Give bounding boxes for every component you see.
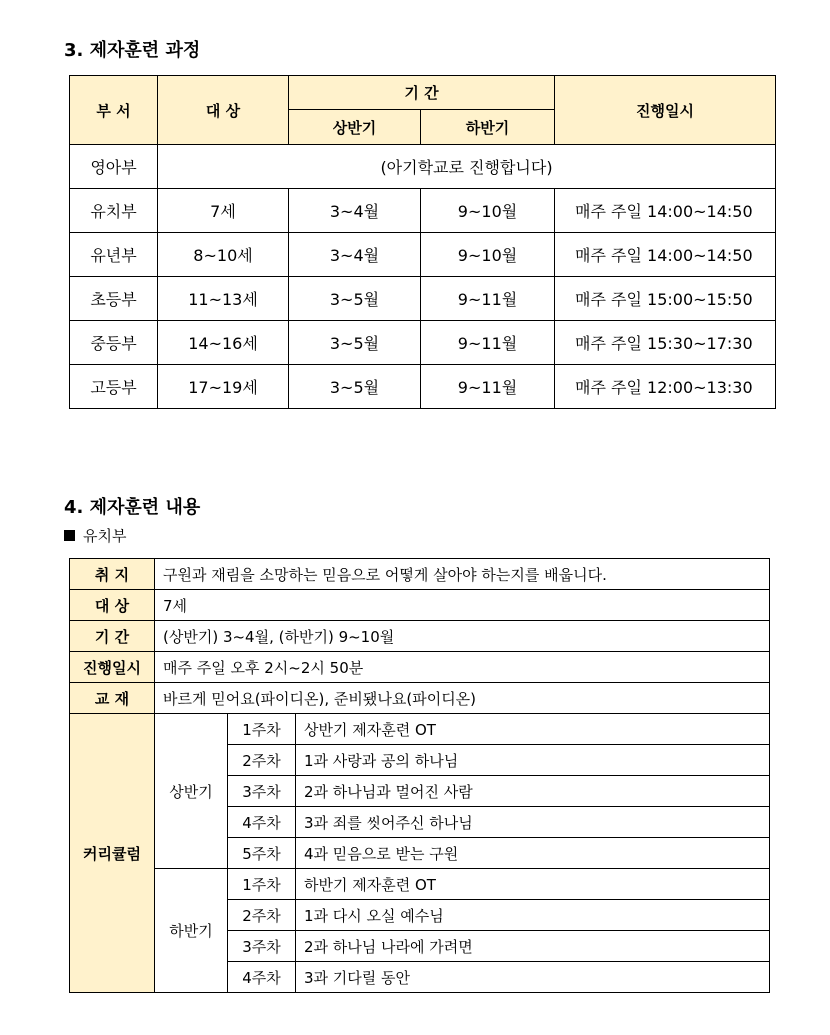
target-cell: 8~10세 bbox=[158, 233, 289, 277]
schedule-cell: 매주 주일 15:00~15:50 bbox=[555, 277, 776, 321]
info-label: 진행일시 bbox=[70, 652, 155, 683]
info-value: (상반기) 3~4월, (하반기) 9~10월 bbox=[155, 621, 770, 652]
header-schedule: 진행일시 bbox=[555, 76, 776, 145]
infant-note: (아기학교로 진행합니다) bbox=[158, 145, 776, 189]
topic-cell: 3과 기다릴 동안 bbox=[296, 962, 770, 993]
curriculum-label: 커리큘럼 bbox=[70, 714, 155, 993]
topic-cell: 하반기 제자훈련 OT bbox=[296, 869, 770, 900]
table-header-row bbox=[70, 76, 776, 110]
header-second-half: 하반기 bbox=[421, 110, 555, 145]
section3-title: 3. 제자훈련 과정 bbox=[64, 40, 201, 61]
week-cell: 1주차 bbox=[228, 869, 296, 900]
schedule-cell: 매주 주일 12:00~13:30 bbox=[555, 365, 776, 409]
first-half-label: 상반기 bbox=[155, 714, 228, 869]
topic-cell: 2과 하나님 나라에 가려면 bbox=[296, 931, 770, 962]
topic-cell: 4과 믿음으로 받는 구원 bbox=[296, 838, 770, 869]
schedule-cell: 매주 주일 15:30~17:30 bbox=[555, 321, 776, 365]
dept-cell: 중등부 bbox=[70, 321, 158, 365]
header-first-half: 상반기 bbox=[289, 110, 421, 145]
first-half-cell: 3~4월 bbox=[289, 233, 421, 277]
table-row bbox=[70, 145, 776, 189]
info-row bbox=[70, 559, 770, 590]
first-half-cell: 3~5월 bbox=[289, 321, 421, 365]
curriculum-row bbox=[70, 714, 770, 745]
second-half-cell: 9~11월 bbox=[421, 321, 555, 365]
dept-cell: 영아부 bbox=[70, 145, 158, 189]
table-row bbox=[70, 365, 776, 409]
second-half-label: 하반기 bbox=[155, 869, 228, 993]
table-row bbox=[70, 277, 776, 321]
dept-cell: 고등부 bbox=[70, 365, 158, 409]
first-half-cell: 3~5월 bbox=[289, 277, 421, 321]
dept-cell: 유치부 bbox=[70, 189, 158, 233]
week-cell: 4주차 bbox=[228, 807, 296, 838]
info-value: 구원과 재림을 소망하는 믿음으로 어떻게 살아야 하는지를 배웁니다. bbox=[155, 559, 770, 590]
week-cell: 2주차 bbox=[228, 745, 296, 776]
dept-cell: 초등부 bbox=[70, 277, 158, 321]
second-half-cell: 9~11월 bbox=[421, 365, 555, 409]
info-row bbox=[70, 652, 770, 683]
table-row bbox=[70, 321, 776, 365]
info-row bbox=[70, 621, 770, 652]
target-cell: 11~13세 bbox=[158, 277, 289, 321]
topic-cell: 상반기 제자훈련 OT bbox=[296, 714, 770, 745]
header-period: 기 간 bbox=[289, 76, 555, 110]
info-row bbox=[70, 683, 770, 714]
second-half-cell: 9~10월 bbox=[421, 189, 555, 233]
week-cell: 5주차 bbox=[228, 838, 296, 869]
curriculum-table bbox=[69, 558, 770, 993]
department-subtitle bbox=[64, 525, 126, 546]
info-label: 교 재 bbox=[70, 683, 155, 714]
info-value: 바르게 믿어요(파이디온), 준비됐나요(파이디온) bbox=[155, 683, 770, 714]
training-schedule-table bbox=[69, 75, 776, 409]
week-cell: 3주차 bbox=[228, 931, 296, 962]
curriculum-row bbox=[70, 869, 770, 900]
schedule-cell: 매주 주일 14:00~14:50 bbox=[555, 233, 776, 277]
subtitle-text: 유치부 bbox=[83, 527, 127, 545]
first-half-cell: 3~4월 bbox=[289, 189, 421, 233]
target-cell: 14~16세 bbox=[158, 321, 289, 365]
topic-cell: 2과 하나님과 멀어진 사람 bbox=[296, 776, 770, 807]
info-label: 대 상 bbox=[70, 590, 155, 621]
dept-cell: 유년부 bbox=[70, 233, 158, 277]
target-cell: 7세 bbox=[158, 189, 289, 233]
info-value: 7세 bbox=[155, 590, 770, 621]
info-row bbox=[70, 590, 770, 621]
first-half-cell: 3~5월 bbox=[289, 365, 421, 409]
info-value: 매주 주일 오후 2시~2시 50분 bbox=[155, 652, 770, 683]
topic-cell: 1과 사랑과 공의 하나님 bbox=[296, 745, 770, 776]
second-half-cell: 9~10월 bbox=[421, 233, 555, 277]
week-cell: 2주차 bbox=[228, 900, 296, 931]
table-row bbox=[70, 189, 776, 233]
schedule-cell: 매주 주일 14:00~14:50 bbox=[555, 189, 776, 233]
table-row bbox=[70, 233, 776, 277]
header-dept: 부 서 bbox=[70, 76, 158, 145]
header-target: 대 상 bbox=[158, 76, 289, 145]
target-cell: 17~19세 bbox=[158, 365, 289, 409]
topic-cell: 3과 죄를 씻어주신 하나님 bbox=[296, 807, 770, 838]
topic-cell: 1과 다시 오실 예수님 bbox=[296, 900, 770, 931]
second-half-cell: 9~11월 bbox=[421, 277, 555, 321]
square-bullet-icon bbox=[64, 530, 75, 541]
info-label: 취 지 bbox=[70, 559, 155, 590]
week-cell: 3주차 bbox=[228, 776, 296, 807]
week-cell: 1주차 bbox=[228, 714, 296, 745]
week-cell: 4주차 bbox=[228, 962, 296, 993]
section4-title: 4. 제자훈련 내용 bbox=[64, 497, 201, 518]
info-label: 기 간 bbox=[70, 621, 155, 652]
